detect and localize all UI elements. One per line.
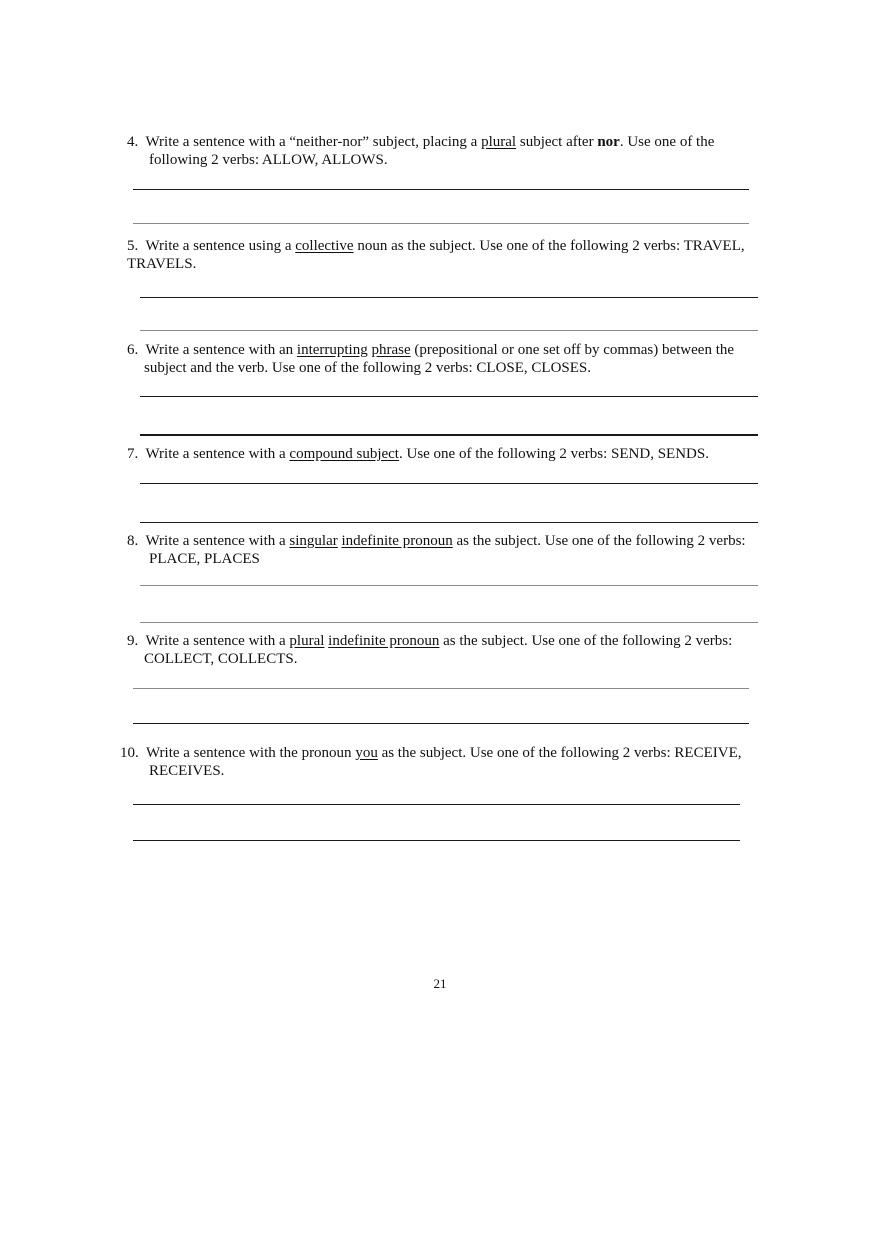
question-6	[127, 341, 734, 377]
answer-line[interactable]	[133, 688, 749, 689]
question-text-line2: RECEIVES.	[149, 763, 225, 779]
question-number: 7.	[127, 446, 139, 462]
question-number: 10.	[120, 745, 139, 761]
answer-line[interactable]	[140, 297, 758, 298]
question-number: 9.	[127, 633, 139, 649]
answer-line[interactable]	[140, 585, 758, 586]
question-5	[127, 237, 745, 273]
question-text: as the subject. Use one of the following 2 verbs:	[452, 533, 746, 549]
emphasis-underline: plural	[289, 633, 325, 649]
emphasis-underline: singular	[289, 533, 338, 549]
question-text: . Use one of the	[619, 134, 715, 150]
question-text: Write a sentence with a	[145, 633, 290, 649]
answer-line[interactable]	[133, 189, 749, 190]
answer-line[interactable]	[140, 434, 758, 436]
page-number: 21	[433, 976, 447, 991]
question-4	[127, 133, 714, 169]
question-number: 8.	[127, 533, 139, 549]
answer-line[interactable]	[140, 483, 758, 484]
question-number: 6.	[127, 342, 139, 358]
question-text-line2: following 2 verbs: ALLOW, ALLOWS.	[149, 152, 388, 168]
answer-line[interactable]	[140, 396, 758, 397]
question-number: 5.	[127, 238, 139, 254]
answer-line[interactable]	[133, 723, 749, 724]
question-text: as the subject. Use one of the following 2 verbs:	[439, 633, 733, 649]
question-text: Write a sentence with a “neither-nor” subject, placing a	[145, 134, 482, 150]
question-text: Write a sentence with a	[145, 533, 290, 549]
question-text-line2: COLLECT, COLLECTS.	[144, 651, 298, 667]
question-9	[127, 632, 732, 668]
question-text: . Use one of the following 2 verbs: SEND, SENDS.	[398, 446, 709, 462]
answer-line[interactable]	[140, 330, 758, 331]
question-text: as the subject. Use one of the following 2 verbs: RECEIVE,	[377, 745, 742, 761]
answer-line[interactable]	[133, 840, 740, 841]
question-text-line2: PLACE, PLACES	[149, 551, 260, 567]
question-text: subject after	[516, 134, 598, 150]
question-text: noun as the subject. Use one of the following 2 verbs: TRAVEL,	[353, 238, 745, 254]
question-text: Write a sentence using a	[145, 238, 296, 254]
emphasis-underline: indefinite pronoun	[341, 533, 453, 549]
emphasis-underline: you	[355, 745, 378, 761]
emphasis-bold: nor	[597, 134, 620, 150]
emphasis-underline: compound subject	[289, 446, 399, 462]
question-text: (prepositional or one set off by commas) between the	[410, 342, 735, 358]
emphasis-underline: collective	[295, 238, 354, 254]
emphasis-underline: interrupting	[296, 342, 368, 358]
question-10	[120, 744, 742, 780]
question-text-line2: subject and the verb. Use one of the following 2 verbs: CLOSE, CLOSES.	[144, 360, 592, 376]
emphasis-underline: indefinite pronoun	[328, 633, 440, 649]
question-7	[127, 445, 709, 463]
question-text: Write a sentence with the pronoun	[145, 745, 356, 761]
answer-line[interactable]	[140, 522, 758, 523]
emphasis-underline: phrase	[371, 342, 411, 358]
question-text-line2: TRAVELS.	[127, 256, 197, 272]
question-text: Write a sentence with a	[145, 446, 290, 462]
answer-line[interactable]	[133, 223, 749, 224]
answer-line[interactable]	[133, 804, 740, 805]
answer-line[interactable]	[140, 622, 758, 623]
emphasis-underline: plural	[481, 134, 517, 150]
question-text: Write a sentence with an	[145, 342, 297, 358]
question-8	[127, 532, 746, 568]
question-number: 4.	[127, 134, 139, 150]
